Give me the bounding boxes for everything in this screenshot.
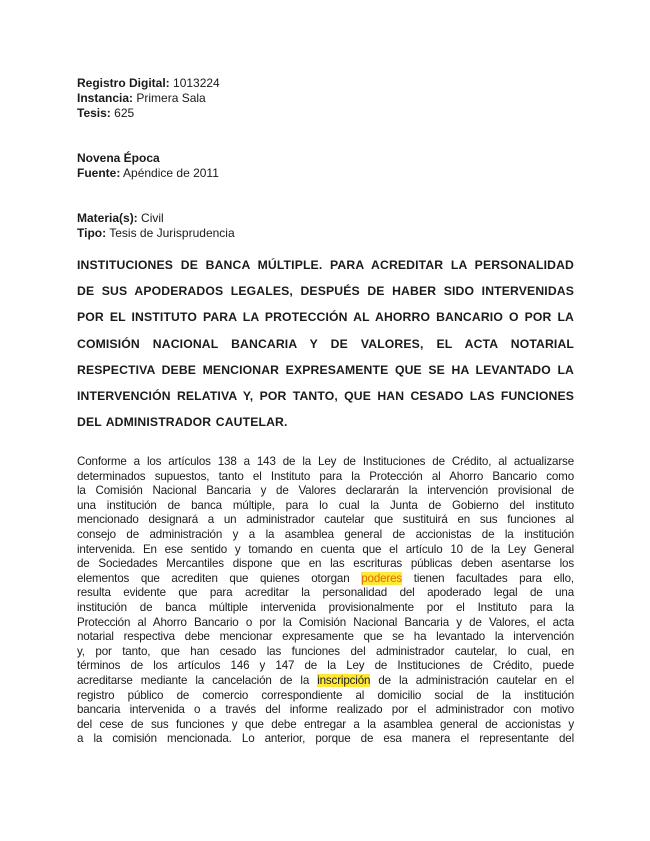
instancia-value: Primera Sala: [136, 91, 206, 105]
body-line: del cese de sus funciones y que debe entregar a la asamblea general de accionistas y: [77, 717, 574, 731]
instancia-label: Instancia:: [77, 91, 134, 105]
tesis-value: 625: [114, 106, 135, 120]
body-line: consejo de administración y a la asamblea general de accionistas de la institución: [77, 527, 574, 541]
text-after: de la administración cautelar en el: [370, 673, 575, 687]
body-line: notarial respectiva debe mencionar expresamente que se ha levantado la intervención: [77, 630, 574, 644]
tesis-label: Tesis:: [77, 106, 111, 120]
tesis: [77, 106, 220, 121]
body-line: resulta evidente que para acreditar la personalidad del apoderado legal de una: [77, 586, 574, 600]
materia-label: Materia(s):: [77, 211, 138, 225]
body-line: términos de los artículos 146 y 147 de la Ley de Instituciones de Crédito, puede: [77, 659, 574, 673]
body-line: institución de banca múltiple intervenida provisionalmente por el Instituto para la: [77, 600, 574, 614]
tipo: [77, 226, 235, 241]
body-line: Protección al Ahorro Bancario o por la Comisión Nacional Bancaria y de Valores, el acta: [77, 615, 574, 629]
body-line: determinados supuestos, tanto el Instituto para la Protección al Ahorro Bancario como: [77, 469, 574, 483]
title-line: COMISIÓN NACIONAL BANCARIA Y DE VALORES, EL ACTA NOTARIAL: [77, 336, 574, 351]
body-line: y, por tanto, que han cesado las funciones del administrador cautelar, lo cual, en: [77, 644, 574, 658]
text-before: acreditarse mediante la cancelación de la: [77, 673, 318, 687]
materia-value: Civil: [141, 211, 164, 225]
thesis-body: [77, 455, 574, 747]
body-line: la Comisión Nacional Bancaria y de Valores declararán la intervención provisional de: [77, 484, 574, 498]
body-line: de Sociedades Mercantiles dispone que en las escrituras públicas deben asentarse los: [77, 557, 574, 571]
title-line: INTERVENCIÓN RELATIVA Y, POR TANTO, QUE HAN CESADO LAS FUNCIONES: [77, 389, 574, 404]
search-highlight-inscripcion[interactable]: inscripción: [317, 673, 371, 687]
title-line: POR EL INSTITUTO PARA LA PROTECCIÓN AL AHORRO BANCARIO O POR LA: [77, 310, 574, 325]
epoca: [77, 151, 219, 166]
body-line: a la comisión mencionada. Lo anterior, porque de esa manera el representante del: [77, 732, 574, 746]
epoca-label: Novena Época: [77, 151, 160, 165]
tipo-label: Tipo:: [77, 226, 107, 240]
registro-value: 1013224: [173, 76, 220, 90]
body-line-highlight-inscripcion: [77, 674, 574, 689]
text-after: tienen facultades para ello,: [402, 571, 574, 585]
tipo-value: Tesis de Jurisprudencia: [109, 226, 235, 240]
registro-label: Registro Digital:: [77, 76, 170, 90]
fuente-label: Fuente:: [77, 166, 121, 180]
body-line: bancaria intervenida o a través del informe realizado por el administrador con motivo: [77, 703, 574, 717]
metadata-block-epoca: [77, 151, 219, 181]
fuente: [77, 166, 219, 181]
registro-digital: [77, 76, 220, 91]
metadata-block-registro: [77, 76, 220, 121]
body-line-highlight-poderes: [77, 572, 574, 587]
body-line: mencionado designará a un administrador cautelar que sustituirá en sus funciones al: [77, 513, 574, 527]
body-line: registro público de comercio correspondiente al domicilio social de la institución: [77, 688, 574, 702]
fuente-value: Apéndice de 2011: [123, 166, 219, 180]
body-line: intervenida. En ese sentido y tomando en cuenta que el artículo 10 de la Ley General: [77, 542, 574, 556]
title-line: INSTITUCIONES DE BANCA MÚLTIPLE. PARA ACREDITAR LA PERSONALIDAD: [77, 258, 574, 272]
body-line: Conforme a los artículos 138 a 143 de la Ley de Instituciones de Crédito, al actualizarse: [77, 455, 574, 468]
metadata-block-materia: [77, 211, 235, 241]
instancia: [77, 91, 220, 106]
title-line: DE SUS APODERADOS LEGALES, DESPUÉS DE HABER SIDO INTERVENIDAS: [77, 284, 574, 299]
search-highlight-poderes[interactable]: poderes: [361, 571, 403, 585]
title-line: RESPECTIVA DEBE MENCIONAR EXPRESAMENTE QUE SE HA LEVANTADO LA: [77, 362, 574, 377]
text-before: elementos que acrediten que quienes otorgan: [77, 571, 362, 585]
title-line: DEL ADMINISTRADOR CAUTELAR.: [77, 415, 288, 430]
thesis-title: [77, 252, 574, 435]
body-line: una institución de banca múltiple, para lo cual la Junta de Gobierno del instituto: [77, 498, 574, 512]
materia: [77, 211, 235, 226]
